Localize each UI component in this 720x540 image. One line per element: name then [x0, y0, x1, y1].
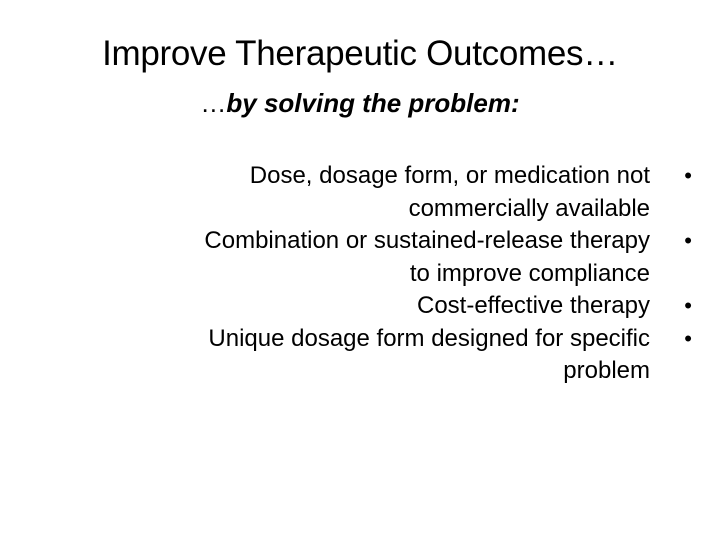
bullet-dot-icon: •	[684, 293, 692, 318]
slide-title: Improve Therapeutic Outcomes…	[102, 34, 618, 73]
bullet-item-compliance	[60, 225, 692, 290]
bullet-line: Combination or sustained-release therapy	[204, 227, 650, 254]
bullet-line: Dose, dosage form, or medication not	[249, 162, 650, 189]
bullet-line: Unique dosage form designed for specific	[208, 324, 650, 352]
bullet-dot-icon: •	[684, 228, 692, 253]
bullet-line: to improve compliance	[409, 259, 650, 287]
bullet-list	[60, 160, 692, 388]
bullet-dot-icon: •	[684, 325, 692, 351]
subtitle-text: by solving the problem:	[226, 88, 520, 118]
bullet-line: problem	[563, 357, 650, 384]
bullet-line: Cost-effective therapy	[416, 292, 650, 319]
bullet-item-not-available	[60, 160, 692, 225]
bullet-item-cost-effective	[60, 290, 692, 323]
subtitle-ellipsis: …	[200, 88, 227, 118]
bullet-line: commercially available	[408, 194, 650, 222]
slide-subtitle	[0, 86, 720, 120]
bullet-item-unique-dosage	[60, 323, 692, 388]
bullet-dot-icon: •	[684, 163, 692, 188]
